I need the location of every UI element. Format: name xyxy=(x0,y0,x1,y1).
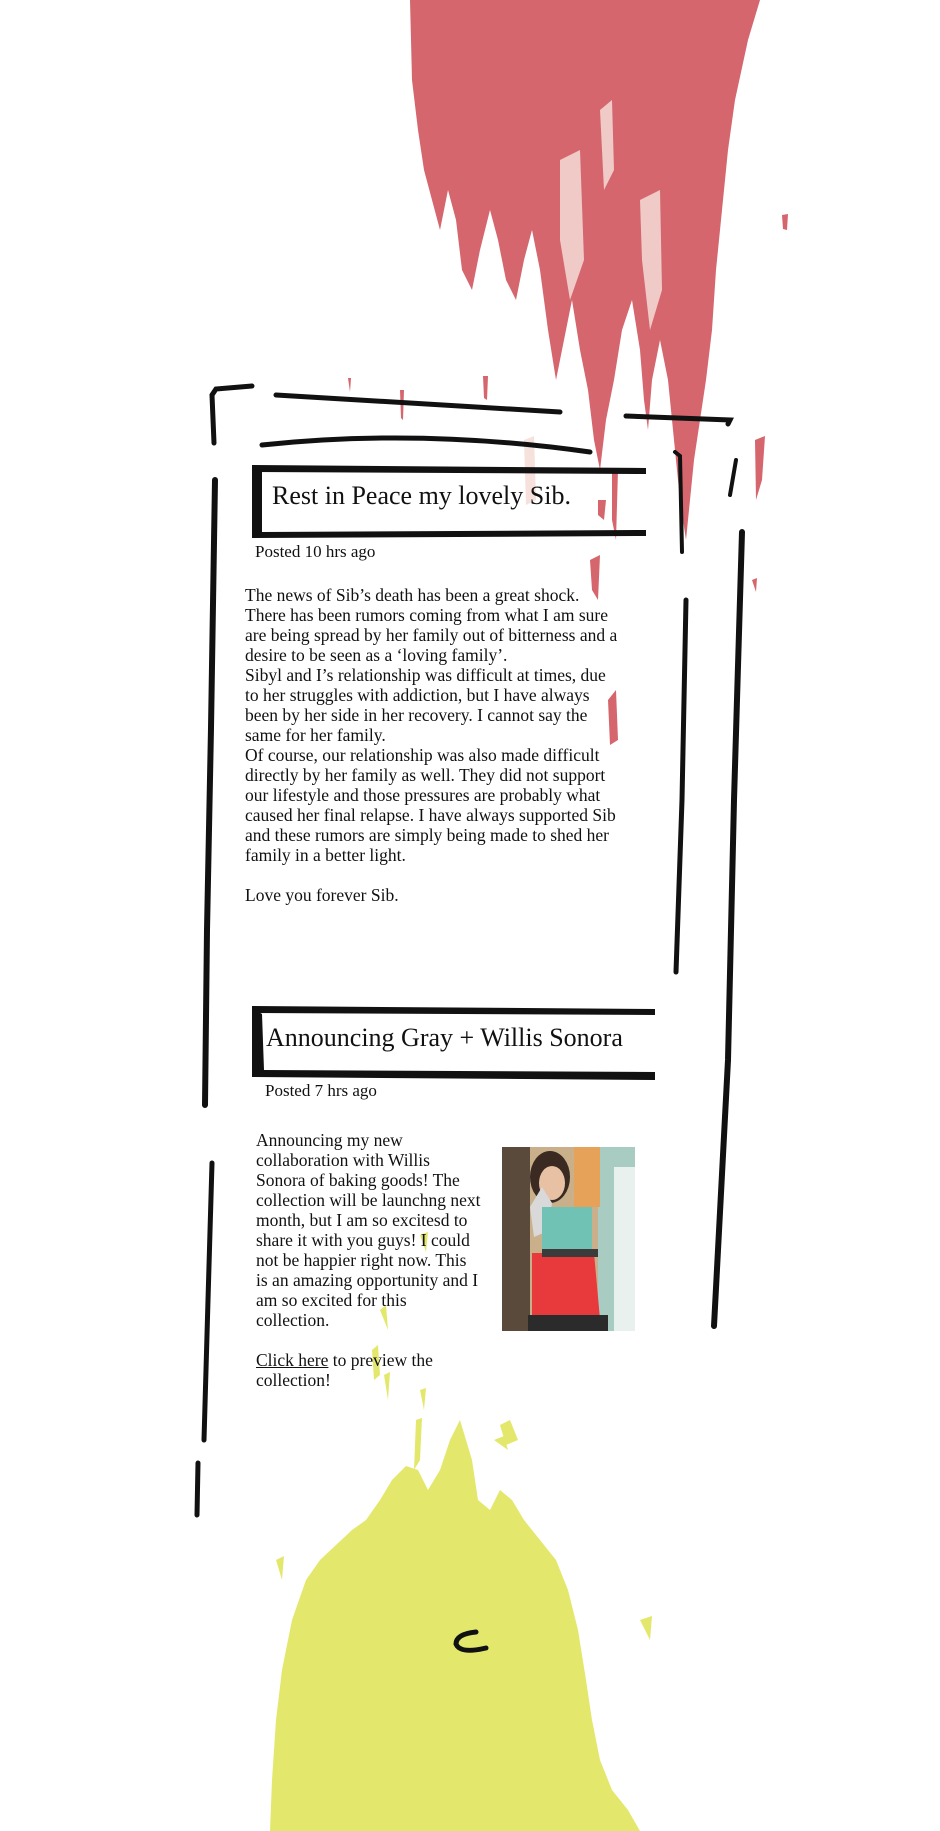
ink-scribble-icon xyxy=(450,1628,490,1658)
post-paragraph: Of course, our relationship was also made difficult directly by her family as well. They did not support our lifestyle and those pressures are probably what caused her final relapse. I have always supported Sib and these rumors are simply being made to shed her family in a better light. xyxy=(245,745,616,865)
post-timestamp: Posted 7 hrs ago xyxy=(265,1081,377,1100)
post-title[interactable]: Announcing Gray + Willis Sonora xyxy=(266,1023,623,1052)
post-signoff: Love you forever Sib. xyxy=(245,885,399,905)
link-suffix-text: to preview the collection! xyxy=(256,1350,433,1390)
post-paragraph: Sibyl and I’s relationship was difficult at times, due to her struggles with addiction, but I have always been by her side in her recovery. I cannot say the same for her family. xyxy=(245,665,606,745)
post-paragraph: Announcing my new collaboration with Willis Sonora of baking goods! The collection will be launchng next month, but I am so excitesd to share it with you guys! I could not be happier right now. This is an amazing opportunity and I am so excited for this collection. xyxy=(256,1130,481,1330)
post-body xyxy=(245,585,621,905)
post-title[interactable]: Rest in Peace my lovely Sib. xyxy=(272,481,571,510)
baker-photo-icon xyxy=(502,1147,635,1331)
post-body xyxy=(256,1130,481,1390)
post-paragraph: The news of Sib’s death has been a great shock. There has been rumors coming from what I am sure are being spread by her family out of bitterness and a desire to be seen as a ‘loving family’. xyxy=(245,585,618,665)
preview-collection-link[interactable]: Click here xyxy=(256,1350,329,1370)
post-link-line xyxy=(256,1350,481,1390)
post-timestamp: Posted 10 hrs ago xyxy=(255,542,376,561)
